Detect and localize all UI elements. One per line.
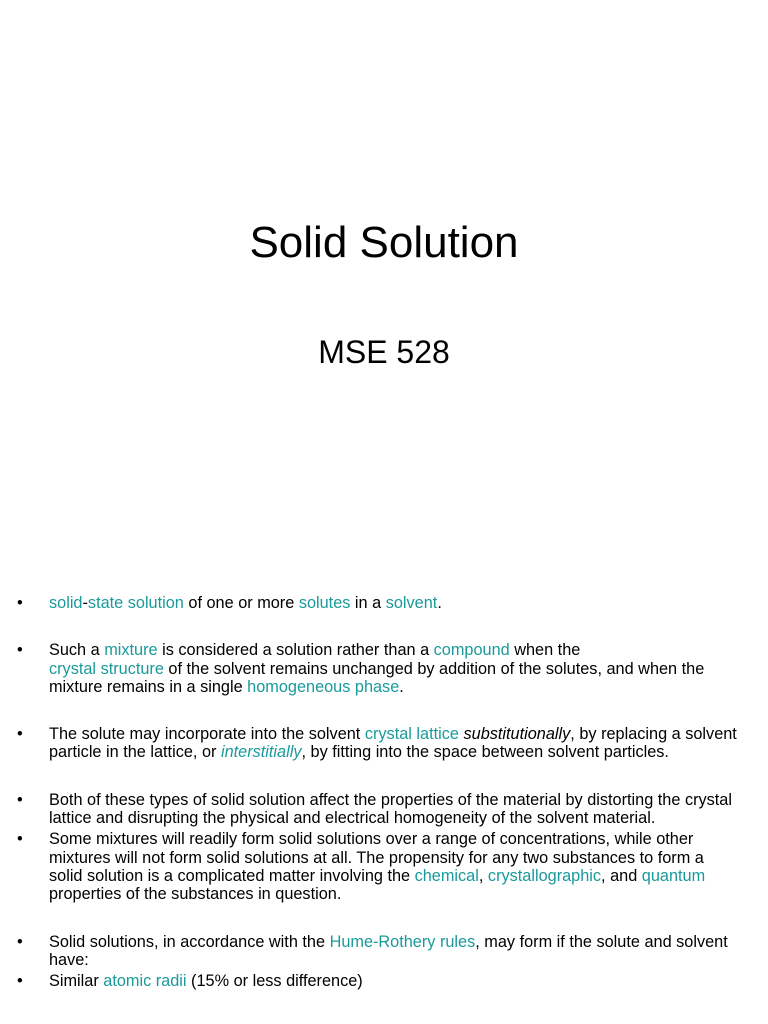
bullet-dot: • (17, 790, 23, 809)
link-solid[interactable]: solid (49, 594, 83, 612)
text-span: Similar (49, 972, 104, 991)
text-span: Some mixtures will readily form solid solutions over a range of concentrations, while other mixtures will not form solid solutions at all. The propensity for any two substances to form a solid solution is a complicated matter involving the (49, 830, 704, 885)
text-span: is considered a solution rather than a (157, 641, 434, 660)
link-crystal-lattice[interactable]: crystal lattice (364, 725, 459, 744)
text-span: (15% or less difference) (186, 972, 363, 991)
link-crystal-structure[interactable]: crystal structure (49, 659, 164, 678)
text-span: of the solvent remains unchanged by addition of the solutes, and when the mixture remains in a single (49, 659, 705, 696)
text-span: - (82, 594, 88, 612)
text-span: . (399, 677, 404, 696)
link-chemical[interactable]: chemical (414, 866, 479, 885)
text-span: Such a (49, 641, 105, 660)
bullet-dot: • (17, 932, 23, 951)
slide-subtitle: MSE 528 (318, 334, 450, 370)
bullet-item (0, 641, 768, 696)
text-span: properties of the substances in question. (49, 885, 342, 904)
bullet-item (0, 830, 768, 903)
slide-title: Solid Solution (249, 218, 519, 267)
bullet-dot: • (17, 830, 23, 849)
bullet-list (0, 594, 768, 990)
bullet-dot: • (17, 594, 23, 612)
text-span: Both of these types of solid solution affect the properties of the material by distorting the crystal lattice and disrupting the physical and electrical homogeneity of the solvent material. (49, 790, 732, 828)
text-span: , by fitting into the space between solvent particles. (301, 743, 669, 762)
bullet-dot: • (17, 641, 23, 660)
text-span: , may form if the solute and solvent have: (49, 932, 728, 969)
link-compound[interactable]: compound (433, 641, 510, 660)
bullet-item (0, 933, 768, 970)
link-hume-rothery-rules[interactable]: Hume-Rothery rules (329, 932, 476, 951)
bullet-dot: • (17, 972, 23, 991)
text-span: , and (601, 866, 642, 885)
link-interstitially[interactable]: interstitially (220, 743, 302, 762)
bullet-item (0, 972, 768, 990)
text-span: when the (509, 641, 581, 660)
text-span: , by replacing a solvent particle in the lattice, or (49, 725, 737, 762)
text-span: . (437, 594, 442, 612)
text-span: Solid solutions, in accordance with the (49, 932, 330, 951)
italic-substitutionally: substitutionally (463, 725, 571, 744)
link-solvent[interactable]: solvent (385, 594, 438, 612)
text-span: in a (350, 594, 386, 612)
link-state-solution[interactable]: state solution (87, 594, 184, 612)
text-span: The solute may incorporate into the solvent (49, 725, 365, 744)
link-solutes[interactable]: solutes (298, 594, 351, 612)
link-atomic-radii[interactable]: atomic radii (103, 972, 187, 991)
link-crystallographic[interactable]: crystallographic (487, 866, 602, 885)
bullet-item (0, 791, 768, 828)
bullet-item (0, 594, 768, 612)
bullet-item (0, 725, 768, 762)
link-quantum[interactable]: quantum (641, 866, 706, 885)
link-mixture[interactable]: mixture (104, 641, 158, 660)
text-span: , (478, 866, 488, 885)
link-homogeneous-phase[interactable]: homogeneous phase (247, 677, 400, 696)
text-span: of one or more (183, 594, 299, 612)
bullet-dot: • (17, 725, 23, 744)
